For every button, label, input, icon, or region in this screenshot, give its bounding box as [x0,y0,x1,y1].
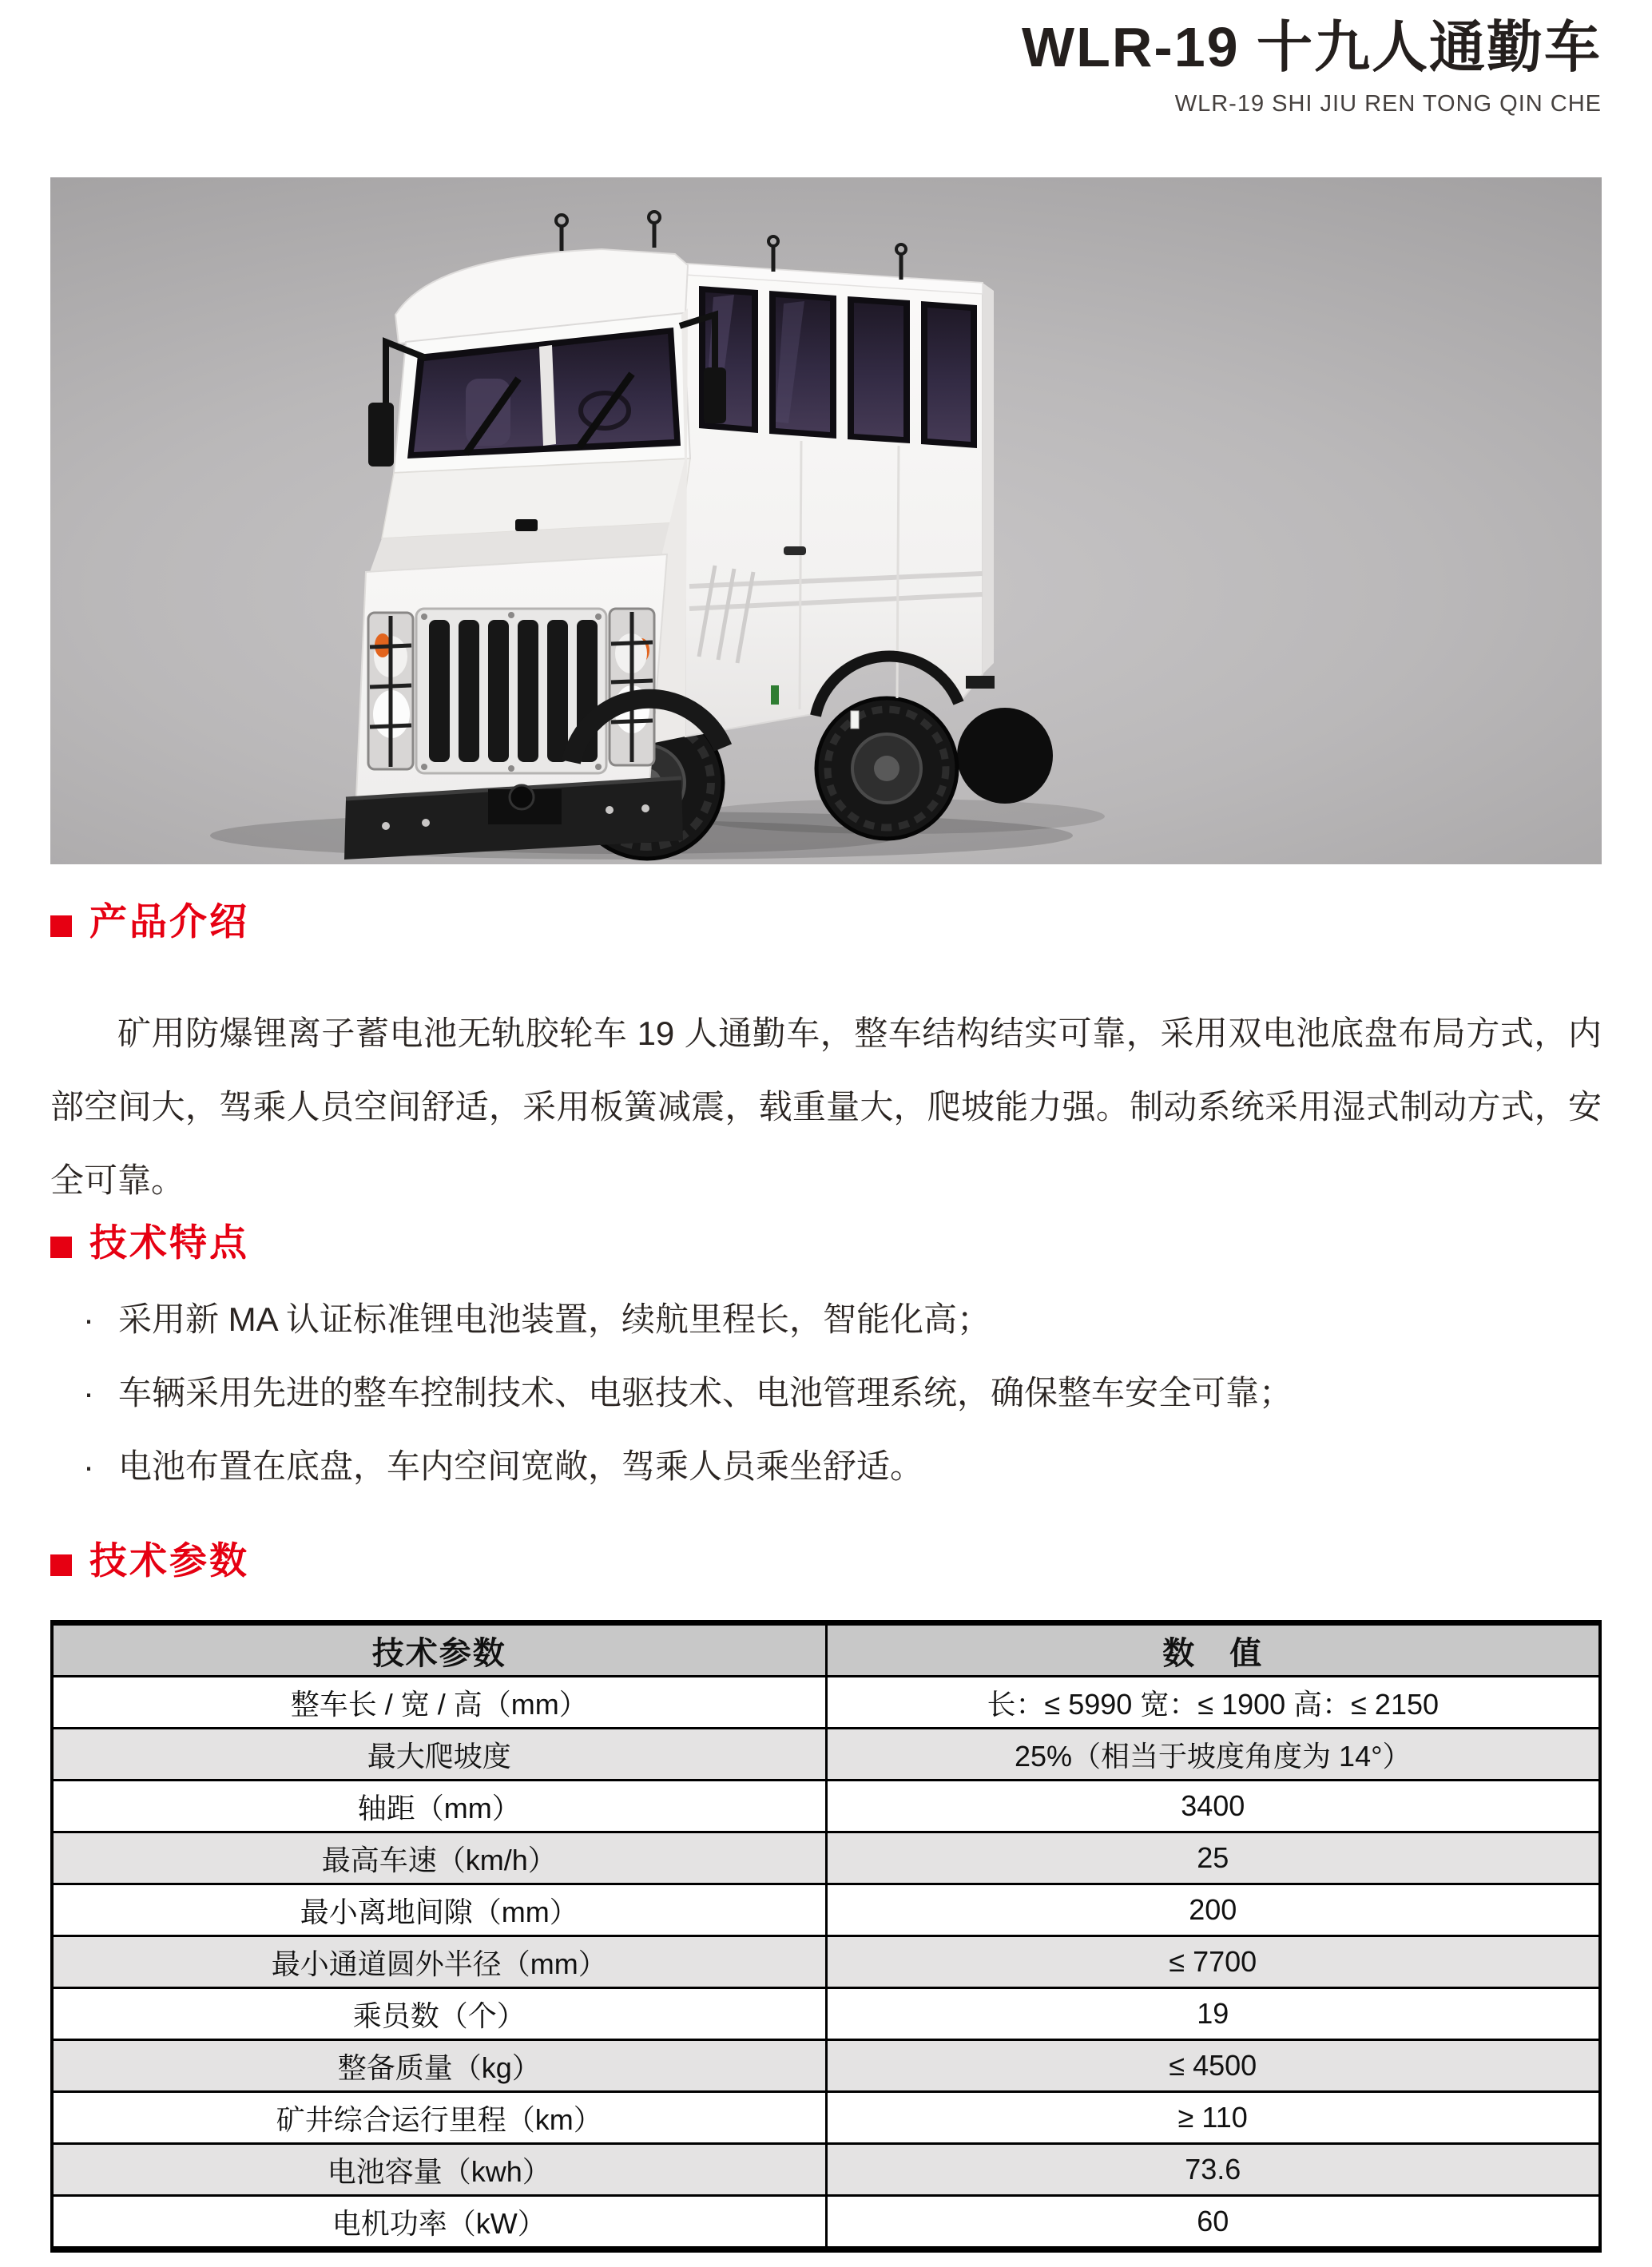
spec-param-cell: 最小离地间隙（mm） [52,1884,826,1936]
middle-dot-bullet: · [83,1374,94,1411]
section-title: 技术特点 [89,1221,249,1264]
spec-value-cell: ≤ 4500 [826,2040,1600,2092]
page-subtitle: WLR-19 SHI JIU REN TONG QIN CHE [1174,90,1602,117]
table-row [52,1884,1600,1936]
table-row [52,1781,1600,1832]
section-heading-specs [50,1538,249,1583]
intro-paragraph: 矿用防爆锂离子蓄电池无轨胶轮车 19 人通勤车，整车结构结实可靠，采用双电池底盘布局方式，内部空间大，驾乘人员空间舒适，采用板簧减震，载重量大，爬坡能力强。制动系统采用湿式制动方式，安全可靠。 [50,1014,1602,1199]
page-title: WLR-19 十九人通勤车 [1022,16,1602,78]
section-heading-intro [50,899,249,944]
spec-value-cell: 60 [826,2196,1600,2250]
red-square-bullet-icon [50,1554,72,1576]
spec-header-row [52,1623,1600,1677]
spec-value-cell: 25%（相当于坡度角度为 14°） [826,1729,1600,1781]
feature-text: 电池布置在底盘，车内空间宽敞，驾乘人员乘坐舒适。 [118,1447,924,1485]
spec-param-cell: 电机功率（kW） [52,2196,826,2250]
feature-item [83,1356,1601,1430]
feature-item [83,1283,1601,1356]
spec-value-cell: 19 [826,1988,1600,2040]
table-row [52,1729,1600,1781]
red-square-bullet-icon [50,1237,72,1258]
spec-param-cell: 最大爬坡度 [52,1729,826,1781]
spec-param-cell: 最小通道圆外半径（mm） [52,1936,826,1988]
feature-item [83,1430,1601,1503]
feature-text: 车辆采用先进的整车控制技术、电驱技术、电池管理系统，确保整车安全可靠； [118,1374,1293,1411]
feature-list [83,1283,1601,1503]
spec-value-cell: 73.6 [826,2144,1600,2196]
spec-param-cell: 最高车速（km/h） [52,1832,826,1884]
spec-param-cell: 整车长 / 宽 / 高（mm） [52,1677,826,1729]
table-row [52,1988,1600,2040]
table-row [52,1677,1600,1729]
table-row [52,2144,1600,2196]
spec-param-cell: 矿井综合运行里程（km） [52,2092,826,2144]
feature-text: 采用新 MA 认证标准锂电池装置，续航里程长，智能化高； [118,1300,991,1338]
table-row [52,2092,1600,2144]
vehicle-illustration [50,177,1602,864]
spec-param-cell: 乘员数（个） [52,1988,826,2040]
spec-value-cell: 200 [826,1884,1600,1936]
spec-value-cell: 长：≤ 5990 宽：≤ 1900 高：≤ 2150 [826,1677,1600,1729]
table-row [52,2040,1600,2092]
table-row [52,2196,1600,2250]
spec-value-cell: ≤ 7700 [826,1936,1600,1988]
spec-table [50,1620,1602,2253]
product-photo [50,177,1602,864]
page-header [1022,13,1602,117]
spec-value-cell: 3400 [826,1781,1600,1832]
table-row [52,1936,1600,1988]
section-heading-features [50,1221,249,1265]
spec-param-cell: 电池容量（kwh） [52,2144,826,2196]
spec-header-value: 数 值 [826,1623,1600,1677]
section-title: 产品介绍 [89,900,249,943]
spec-header-param: 技术参数 [52,1623,826,1677]
section-title: 技术参数 [89,1539,249,1582]
spec-value-cell: ≥ 110 [826,2092,1600,2144]
middle-dot-bullet: · [83,1300,94,1338]
red-square-bullet-icon [50,915,72,937]
spec-value-cell: 25 [826,1832,1600,1884]
spec-param-cell: 整备质量（kg） [52,2040,826,2092]
middle-dot-bullet: · [83,1447,94,1485]
spec-param-cell: 轴距（mm） [52,1781,826,1832]
table-row [52,1832,1600,1884]
